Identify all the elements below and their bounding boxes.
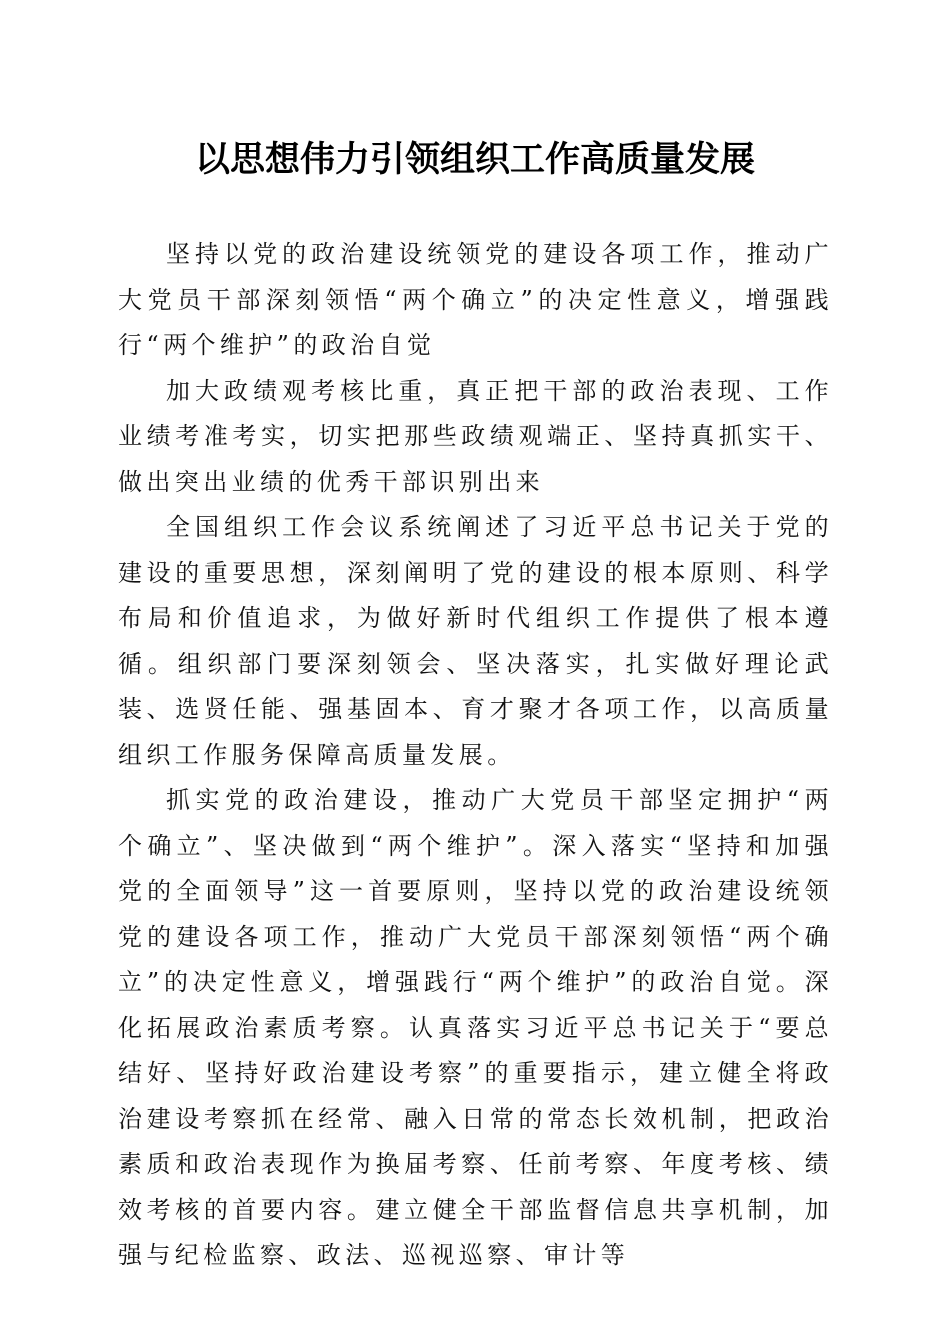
document-title: 以思想伟力引领组织工作高质量发展	[194, 139, 755, 180]
paragraph: 加大政绩观考核比重，真正把干部的政治表现、工作业绩考准考实，切实把那些政绩观端正、坚持真抓实干、做出突出业绩的优秀干部识别出来	[118, 376, 833, 496]
paragraph: 全国组织工作会议系统阐述了习近平总书记关于党的建设的重要思想，深刻阐明了党的建设的根本原则、科学布局和价值追求，为做好新时代组织工作提供了根本遵循。组织部门要深刻领会、坚决落实，扎实做好理论武装、选贤任能、强基固本、育才聚才各项工作，以高质量组织工作服务保障高质量发展。	[118, 513, 833, 769]
paragraph: 坚持以党的政治建设统领党的建设各项工作，推动广大党员干部深刻领悟“两个确立”的决定性意义，增强践行“两个维护”的政治自觉	[118, 240, 833, 359]
paragraph: 抓实党的政治建设，推动广大党员干部坚定拥护“两个确立”、坚决做到“两个维护”。深入落实“坚持和加强党的全面领导”这一首要原则，坚持以党的政治建设统领党的建设各项工作，推动广大党员干部深刻领悟“两个确立”的决定性意义，增强践行“两个维护”的政治自觉。深化拓展政治素质考察。认真落实习近平总书记关于“要总结好、坚持好政治建设考察”的重要指示，建立健全将政治建设考察抓在经常、融入日常的常态长效机制，把政治素质和政治表现作为换届考察、任前考察、年度考核、绩效考核的首要内容。建立健全干部监督信息共享机制，加强与纪检监察、政法、巡视巡察、审计等	[118, 786, 833, 1269]
document-body	[118, 232, 833, 1279]
